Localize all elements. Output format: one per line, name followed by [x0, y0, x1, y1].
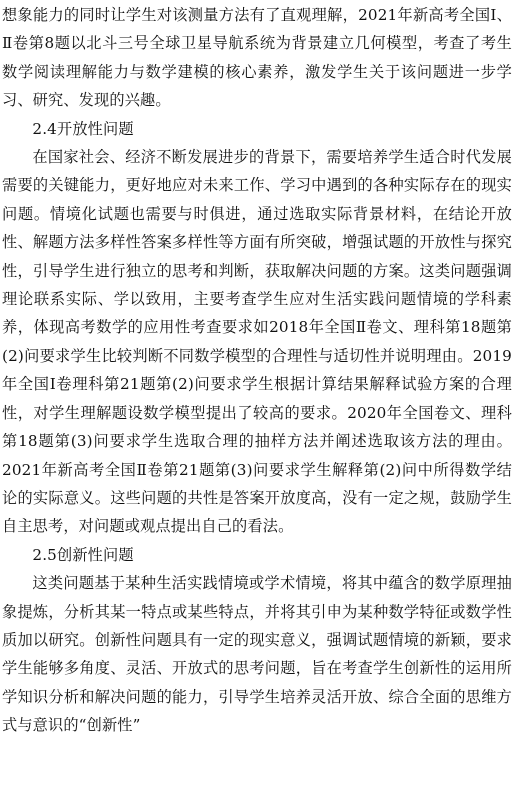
- body-paragraph-intro: 想象能力的同时让学生对该测量方法有了直观理解，2021年新高考全国Ⅰ、Ⅱ卷第8题以北斗三号全球卫星导航系统为背景建立几何模型，考查了考生数学阅读理解能力与数学建模的核心素养，激发学生关于该问题进一步学习、研究、发现的兴趣。: [2, 6, 512, 110]
- body-paragraph-open-problems: 在国家社会、经济不断发展进步的背景下，需要培养学生适合时代发展需要的关键能力，更好地应对未来工作、学习中遇到的各种实际存在的现实问题。情境化试题也需要与时俱进，通过选取实际背景材料，在结论开放性、解题方法多样性答案多样性等方面有所突破，增强试题的开放性与探究性，引导学生进行独立的思考和判断，获取解决问题的方案。这类问题强调理论联系实际、学以致用，主要考查学生应对生活实践问题情境的学科素养，体现高考数学的应用性考查要求如2018年全国Ⅱ卷文、理科第18题第(2)问要求学生比较判断不同数学模型的合理性与适切性并说明理由。2019年全国Ⅰ卷理科第21题第(2)问要求学生根据计算结果解释试验方案的合理性，对学生理解题设数学模型提出了较高的要求。2020年全国卷文、理科第18题第(3)问要求学生选取合理的抽样方法并阐述选取该方法的理由。2021年新高考全国Ⅱ卷第21题第(3)问要求学生解释第(2)问中所得数学结论的实际意义。这些问题的共性是答案开放度高，没有一定之规，鼓励学生自主思考，对问题或观点提出自己的看法。: [2, 148, 512, 536]
- section-heading-innovative-problems: 2.5创新性问题: [32, 545, 134, 564]
- section-heading-open-problems: 2.4开放性问题: [32, 119, 134, 138]
- body-paragraph-innovative-problems: 这类问题基于某种生活实践情境或学术情境，将其中蕴含的数学原理抽象提炼，分析其某一特点或某些特点，并将其引申为某种数学特征或数学性质加以研究。创新性问题具有一定的现实意义，强调试题情境的新颖，要求学生能够多角度、灵活、开放式的思考问题，旨在考查学生创新性的运用所学知识分析和解决问题的能力，引导学生培养灵活开放、综合全面的思维方式与意识的“创新性”: [2, 574, 512, 735]
